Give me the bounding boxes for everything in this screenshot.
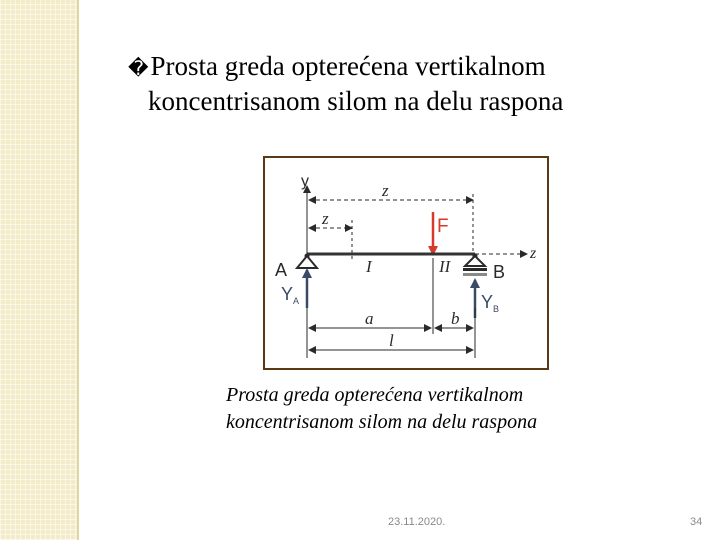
z-inner-label: z: [322, 209, 329, 228]
decorative-side-strip: [0, 0, 77, 540]
reaction-a-label: [281, 284, 299, 306]
page-number: 34: [690, 516, 703, 528]
reaction-a-main: Y: [281, 284, 294, 304]
reaction-b-label: [481, 292, 499, 314]
dimension-a-label: a: [365, 309, 374, 328]
beam-diagram: [263, 156, 549, 370]
dimension-l-label: l: [389, 331, 394, 350]
caption-line-2: koncentrisanom silom na delu raspona: [226, 411, 538, 433]
z-axis-right-label: z: [530, 245, 537, 262]
reaction-b-main: Y: [481, 292, 494, 312]
title-line-1: Prosta greda opterećena vertikalnom: [150, 51, 546, 81]
title-line-2: koncentrisanom silom na delu raspona: [148, 86, 564, 116]
slide-title: [128, 50, 698, 118]
support-a-label: A: [275, 260, 288, 280]
caption-line-1: Prosta greda opterećena vertikalnom: [226, 384, 524, 406]
reaction-b-sub: B: [493, 304, 500, 314]
footer-date: 23.11.2020.: [388, 516, 446, 528]
bullet-icon: �: [128, 56, 149, 80]
z-top-label: z: [382, 181, 389, 200]
support-a-pin: [297, 254, 317, 269]
dimension-b-label: b: [451, 309, 460, 328]
support-b-roller: [463, 254, 487, 277]
side-divider: [77, 0, 79, 540]
force-label: F: [437, 216, 449, 237]
reaction-a-sub: A: [293, 296, 300, 306]
section-2-label: II: [439, 257, 451, 276]
y-axis-label: y: [301, 173, 309, 190]
beam-diagram-svg: [265, 158, 547, 368]
support-b-label: B: [493, 262, 506, 282]
section-1-label: I: [366, 257, 372, 276]
figure-caption: [226, 382, 626, 436]
